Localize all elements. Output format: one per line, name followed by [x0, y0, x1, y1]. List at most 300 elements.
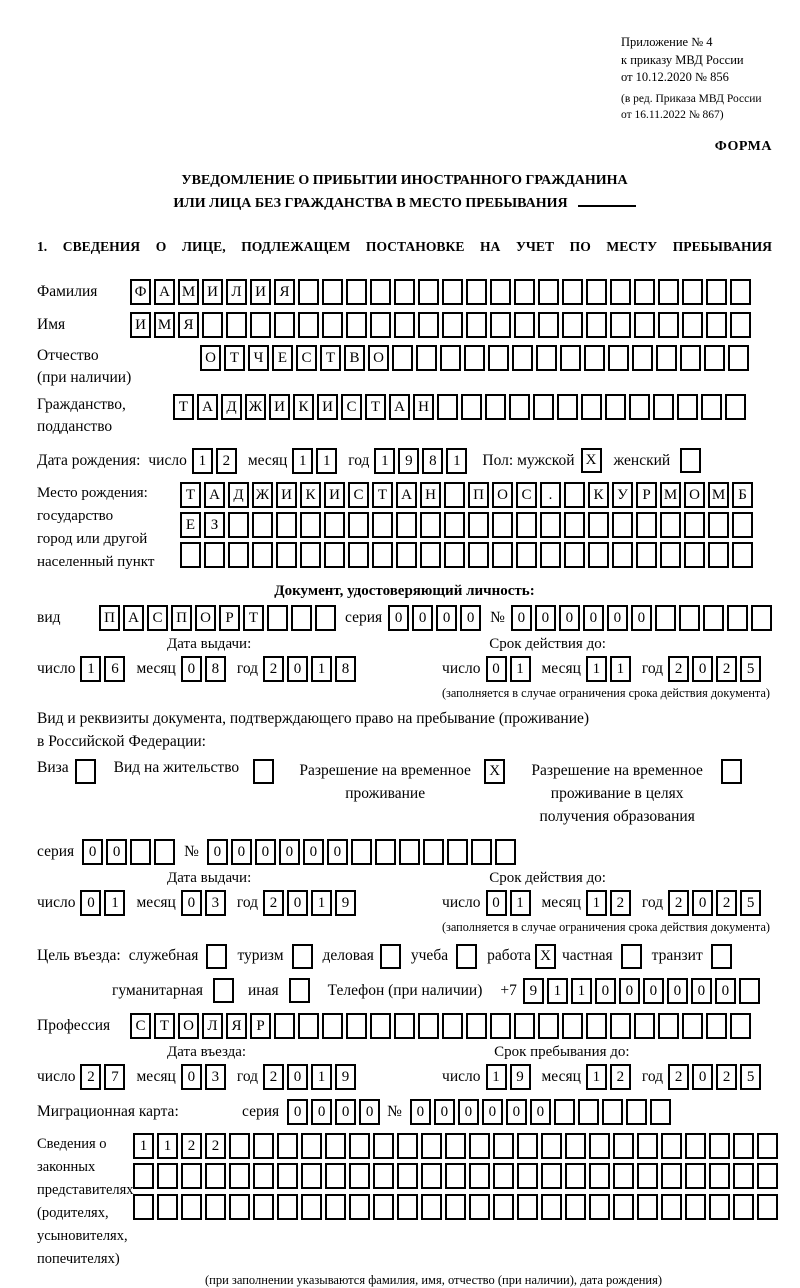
char-cell[interactable] — [685, 1163, 706, 1189]
char-cell[interactable] — [509, 394, 530, 420]
char-cell[interactable]: Р — [636, 482, 657, 508]
char-cell[interactable] — [517, 1163, 538, 1189]
char-cell[interactable] — [632, 345, 653, 371]
char-cell[interactable] — [488, 345, 509, 371]
char-cell[interactable] — [228, 542, 249, 568]
checkbox-work[interactable]: X — [535, 944, 556, 969]
char-cell[interactable]: 0 — [486, 890, 507, 916]
char-cell[interactable] — [298, 1013, 319, 1039]
char-cell[interactable]: 0 — [667, 978, 688, 1004]
char-cell[interactable] — [469, 1133, 490, 1159]
char-cell[interactable] — [322, 279, 343, 305]
char-cell[interactable]: 9 — [335, 1064, 356, 1090]
char-cell[interactable]: Е — [180, 512, 201, 538]
char-cell[interactable]: Е — [272, 345, 293, 371]
char-cell[interactable] — [733, 1133, 754, 1159]
char-cell[interactable]: Р — [250, 1013, 271, 1039]
char-cell[interactable]: Т — [372, 482, 393, 508]
char-cell[interactable] — [420, 542, 441, 568]
char-cell[interactable]: 0 — [619, 978, 640, 1004]
char-cell[interactable]: 0 — [303, 839, 324, 865]
char-cell[interactable]: С — [130, 1013, 151, 1039]
char-cell[interactable]: С — [348, 482, 369, 508]
char-cell[interactable] — [492, 542, 513, 568]
char-cell[interactable] — [613, 1194, 634, 1220]
char-cell[interactable] — [739, 978, 760, 1004]
char-cell[interactable] — [728, 345, 749, 371]
char-cell[interactable] — [444, 542, 465, 568]
char-cell[interactable] — [658, 1013, 679, 1039]
char-cell[interactable] — [757, 1194, 778, 1220]
char-cell[interactable] — [392, 345, 413, 371]
char-cell[interactable] — [298, 312, 319, 338]
char-cell[interactable]: 0 — [359, 1099, 380, 1125]
char-cell[interactable]: 0 — [410, 1099, 431, 1125]
char-cell[interactable]: Д — [228, 482, 249, 508]
char-cell[interactable]: П — [468, 482, 489, 508]
char-cell[interactable] — [636, 542, 657, 568]
char-cell[interactable] — [602, 1099, 623, 1125]
char-cell[interactable]: 0 — [692, 656, 713, 682]
char-cell[interactable] — [202, 312, 223, 338]
char-cell[interactable]: Ж — [252, 482, 273, 508]
char-cell[interactable] — [253, 1133, 274, 1159]
char-cell[interactable] — [277, 1163, 298, 1189]
char-cell[interactable] — [682, 1013, 703, 1039]
char-cell[interactable] — [589, 1194, 610, 1220]
char-cell[interactable] — [658, 312, 679, 338]
char-cell[interactable] — [684, 542, 705, 568]
char-cell[interactable] — [512, 345, 533, 371]
char-cell[interactable] — [492, 512, 513, 538]
char-cell[interactable]: 0 — [692, 890, 713, 916]
char-cell[interactable] — [540, 542, 561, 568]
char-cell[interactable]: К — [293, 394, 314, 420]
char-cell[interactable]: Б — [732, 482, 753, 508]
checkbox-private[interactable] — [621, 944, 642, 969]
char-cell[interactable]: 0 — [715, 978, 736, 1004]
char-cell[interactable] — [706, 1013, 727, 1039]
char-cell[interactable] — [130, 839, 151, 865]
char-cell[interactable] — [557, 394, 578, 420]
char-cell[interactable] — [440, 345, 461, 371]
char-cell[interactable] — [490, 312, 511, 338]
char-cell[interactable] — [277, 1133, 298, 1159]
char-cell[interactable]: 2 — [181, 1133, 202, 1159]
char-cell[interactable]: П — [171, 605, 192, 631]
char-cell[interactable] — [445, 1194, 466, 1220]
char-cell[interactable]: И — [202, 279, 223, 305]
char-cell[interactable] — [637, 1133, 658, 1159]
char-cell[interactable]: О — [492, 482, 513, 508]
char-cell[interactable]: 1 — [586, 1064, 607, 1090]
char-cell[interactable]: 0 — [279, 839, 300, 865]
char-cell[interactable]: 8 — [205, 656, 226, 682]
char-cell[interactable] — [418, 312, 439, 338]
char-cell[interactable] — [351, 839, 372, 865]
char-cell[interactable] — [394, 312, 415, 338]
char-cell[interactable] — [396, 542, 417, 568]
char-cell[interactable] — [252, 512, 273, 538]
char-cell[interactable] — [291, 605, 312, 631]
char-cell[interactable]: 7 — [104, 1064, 125, 1090]
char-cell[interactable] — [541, 1133, 562, 1159]
char-cell[interactable] — [661, 1163, 682, 1189]
char-cell[interactable] — [661, 1133, 682, 1159]
char-cell[interactable]: 1 — [157, 1133, 178, 1159]
char-cell[interactable]: Н — [420, 482, 441, 508]
char-cell[interactable] — [655, 605, 676, 631]
char-cell[interactable]: 1 — [311, 656, 332, 682]
char-cell[interactable]: И — [324, 482, 345, 508]
char-cell[interactable] — [444, 512, 465, 538]
char-cell[interactable]: 1 — [316, 448, 337, 474]
char-cell[interactable] — [466, 312, 487, 338]
char-cell[interactable] — [706, 312, 727, 338]
char-cell[interactable] — [423, 839, 444, 865]
char-cell[interactable] — [370, 1013, 391, 1039]
char-cell[interactable]: 0 — [207, 839, 228, 865]
char-cell[interactable] — [538, 1013, 559, 1039]
char-cell[interactable]: М — [660, 482, 681, 508]
char-cell[interactable] — [613, 1133, 634, 1159]
char-cell[interactable]: С — [341, 394, 362, 420]
char-cell[interactable]: 1 — [192, 448, 213, 474]
char-cell[interactable] — [157, 1194, 178, 1220]
char-cell[interactable]: 2 — [610, 1064, 631, 1090]
char-cell[interactable] — [276, 512, 297, 538]
char-cell[interactable]: 1 — [446, 448, 467, 474]
char-cell[interactable] — [301, 1163, 322, 1189]
char-cell[interactable] — [466, 1013, 487, 1039]
char-cell[interactable]: 2 — [716, 1064, 737, 1090]
char-cell[interactable] — [397, 1194, 418, 1220]
char-cell[interactable] — [533, 394, 554, 420]
char-cell[interactable]: У — [612, 482, 633, 508]
char-cell[interactable] — [469, 1163, 490, 1189]
char-cell[interactable]: В — [344, 345, 365, 371]
char-cell[interactable] — [685, 1133, 706, 1159]
char-cell[interactable] — [610, 279, 631, 305]
char-cell[interactable] — [565, 1163, 586, 1189]
char-cell[interactable] — [421, 1133, 442, 1159]
char-cell[interactable]: 0 — [434, 1099, 455, 1125]
char-cell[interactable] — [133, 1194, 154, 1220]
char-cell[interactable]: 2 — [668, 1064, 689, 1090]
char-cell[interactable]: 0 — [287, 1099, 308, 1125]
char-cell[interactable]: 0 — [80, 890, 101, 916]
char-cell[interactable]: 2 — [80, 1064, 101, 1090]
char-cell[interactable]: 0 — [181, 656, 202, 682]
char-cell[interactable] — [397, 1133, 418, 1159]
char-cell[interactable]: 2 — [668, 656, 689, 682]
char-cell[interactable]: 1 — [510, 656, 531, 682]
char-cell[interactable]: 0 — [82, 839, 103, 865]
char-cell[interactable] — [442, 1013, 463, 1039]
char-cell[interactable] — [588, 542, 609, 568]
char-cell[interactable]: Ч — [248, 345, 269, 371]
char-cell[interactable] — [325, 1133, 346, 1159]
char-cell[interactable] — [447, 839, 468, 865]
char-cell[interactable] — [445, 1133, 466, 1159]
char-cell[interactable] — [565, 1194, 586, 1220]
char-cell[interactable] — [660, 542, 681, 568]
char-cell[interactable]: 0 — [595, 978, 616, 1004]
char-cell[interactable] — [565, 1133, 586, 1159]
char-cell[interactable] — [562, 1013, 583, 1039]
char-cell[interactable] — [418, 1013, 439, 1039]
char-cell[interactable] — [733, 1163, 754, 1189]
char-cell[interactable]: О — [368, 345, 389, 371]
char-cell[interactable] — [301, 1194, 322, 1220]
char-cell[interactable] — [466, 279, 487, 305]
checkbox-other[interactable] — [289, 978, 310, 1003]
char-cell[interactable] — [274, 312, 295, 338]
char-cell[interactable]: А — [396, 482, 417, 508]
char-cell[interactable] — [325, 1194, 346, 1220]
char-cell[interactable] — [637, 1194, 658, 1220]
char-cell[interactable]: 8 — [422, 448, 443, 474]
char-cell[interactable] — [730, 312, 751, 338]
char-cell[interactable]: 0 — [436, 605, 457, 631]
char-cell[interactable]: О — [684, 482, 705, 508]
char-cell[interactable] — [610, 1013, 631, 1039]
char-cell[interactable]: И — [250, 279, 271, 305]
char-cell[interactable] — [373, 1194, 394, 1220]
char-cell[interactable] — [469, 1194, 490, 1220]
char-cell[interactable]: 9 — [398, 448, 419, 474]
char-cell[interactable] — [348, 512, 369, 538]
checkbox-male[interactable]: X — [581, 448, 602, 473]
char-cell[interactable] — [562, 312, 583, 338]
char-cell[interactable] — [133, 1163, 154, 1189]
char-cell[interactable] — [267, 605, 288, 631]
char-cell[interactable]: 0 — [335, 1099, 356, 1125]
char-cell[interactable] — [277, 1194, 298, 1220]
char-cell[interactable]: 0 — [535, 605, 556, 631]
char-cell[interactable] — [495, 839, 516, 865]
char-cell[interactable] — [660, 512, 681, 538]
char-cell[interactable]: Т — [180, 482, 201, 508]
char-cell[interactable] — [588, 512, 609, 538]
char-cell[interactable] — [485, 394, 506, 420]
char-cell[interactable] — [554, 1099, 575, 1125]
char-cell[interactable]: 1 — [510, 890, 531, 916]
char-cell[interactable]: 1 — [547, 978, 568, 1004]
char-cell[interactable] — [348, 542, 369, 568]
char-cell[interactable]: Т — [243, 605, 264, 631]
char-cell[interactable]: 0 — [643, 978, 664, 1004]
char-cell[interactable]: 1 — [104, 890, 125, 916]
char-cell[interactable]: Ф — [130, 279, 151, 305]
char-cell[interactable]: О — [200, 345, 221, 371]
char-cell[interactable]: З — [204, 512, 225, 538]
char-cell[interactable] — [562, 279, 583, 305]
char-cell[interactable]: 0 — [412, 605, 433, 631]
char-cell[interactable] — [589, 1163, 610, 1189]
char-cell[interactable] — [684, 512, 705, 538]
char-cell[interactable] — [661, 1194, 682, 1220]
char-cell[interactable] — [442, 279, 463, 305]
char-cell[interactable] — [610, 312, 631, 338]
char-cell[interactable]: А — [154, 279, 175, 305]
char-cell[interactable]: Т — [320, 345, 341, 371]
checkbox-official[interactable] — [206, 944, 227, 969]
char-cell[interactable]: 2 — [263, 656, 284, 682]
checkbox-business[interactable] — [380, 944, 401, 969]
char-cell[interactable] — [375, 839, 396, 865]
char-cell[interactable] — [653, 394, 674, 420]
char-cell[interactable]: 1 — [571, 978, 592, 1004]
char-cell[interactable] — [725, 394, 746, 420]
char-cell[interactable] — [181, 1194, 202, 1220]
char-cell[interactable] — [399, 839, 420, 865]
char-cell[interactable] — [514, 279, 535, 305]
char-cell[interactable] — [637, 1163, 658, 1189]
char-cell[interactable]: 0 — [486, 656, 507, 682]
char-cell[interactable] — [324, 542, 345, 568]
char-cell[interactable]: С — [147, 605, 168, 631]
char-cell[interactable] — [229, 1194, 250, 1220]
char-cell[interactable] — [370, 279, 391, 305]
char-cell[interactable] — [584, 345, 605, 371]
char-cell[interactable] — [204, 542, 225, 568]
char-cell[interactable]: 0 — [458, 1099, 479, 1125]
char-cell[interactable]: Л — [226, 279, 247, 305]
char-cell[interactable] — [228, 512, 249, 538]
char-cell[interactable] — [733, 1194, 754, 1220]
char-cell[interactable]: 1 — [586, 890, 607, 916]
char-cell[interactable]: 2 — [610, 890, 631, 916]
char-cell[interactable]: Р — [219, 605, 240, 631]
char-cell[interactable] — [373, 1133, 394, 1159]
char-cell[interactable] — [564, 542, 585, 568]
char-cell[interactable] — [706, 279, 727, 305]
char-cell[interactable]: А — [389, 394, 410, 420]
char-cell[interactable]: 1 — [80, 656, 101, 682]
char-cell[interactable] — [538, 312, 559, 338]
char-cell[interactable] — [322, 312, 343, 338]
char-cell[interactable]: 3 — [205, 1064, 226, 1090]
char-cell[interactable]: 1 — [610, 656, 631, 682]
char-cell[interactable]: 1 — [311, 890, 332, 916]
char-cell[interactable] — [586, 1013, 607, 1039]
char-cell[interactable] — [634, 312, 655, 338]
char-cell[interactable]: 1 — [586, 656, 607, 682]
char-cell[interactable]: 9 — [523, 978, 544, 1004]
char-cell[interactable]: 0 — [691, 978, 712, 1004]
char-cell[interactable] — [605, 394, 626, 420]
checkbox-visa[interactable] — [75, 759, 96, 784]
char-cell[interactable] — [564, 482, 585, 508]
char-cell[interactable] — [493, 1133, 514, 1159]
char-cell[interactable] — [461, 394, 482, 420]
char-cell[interactable] — [229, 1163, 250, 1189]
char-cell[interactable] — [679, 605, 700, 631]
char-cell[interactable] — [538, 279, 559, 305]
char-cell[interactable]: 9 — [510, 1064, 531, 1090]
char-cell[interactable] — [730, 279, 751, 305]
char-cell[interactable] — [394, 1013, 415, 1039]
char-cell[interactable] — [613, 1163, 634, 1189]
char-cell[interactable] — [325, 1163, 346, 1189]
char-cell[interactable] — [709, 1194, 730, 1220]
char-cell[interactable] — [704, 345, 725, 371]
char-cell[interactable] — [349, 1133, 370, 1159]
char-cell[interactable] — [658, 279, 679, 305]
char-cell[interactable] — [516, 512, 537, 538]
char-cell[interactable]: Я — [226, 1013, 247, 1039]
char-cell[interactable] — [732, 542, 753, 568]
char-cell[interactable]: М — [154, 312, 175, 338]
char-cell[interactable]: 0 — [231, 839, 252, 865]
char-cell[interactable]: 0 — [506, 1099, 527, 1125]
char-cell[interactable]: И — [130, 312, 151, 338]
char-cell[interactable] — [608, 345, 629, 371]
char-cell[interactable] — [300, 512, 321, 538]
char-cell[interactable] — [315, 605, 336, 631]
char-cell[interactable]: 0 — [287, 656, 308, 682]
char-cell[interactable]: К — [588, 482, 609, 508]
char-cell[interactable]: И — [276, 482, 297, 508]
char-cell[interactable]: 2 — [716, 890, 737, 916]
char-cell[interactable] — [493, 1194, 514, 1220]
char-cell[interactable] — [685, 1194, 706, 1220]
char-cell[interactable] — [276, 542, 297, 568]
char-cell[interactable] — [468, 542, 489, 568]
checkbox-transit[interactable] — [711, 944, 732, 969]
char-cell[interactable]: 0 — [255, 839, 276, 865]
char-cell[interactable] — [517, 1194, 538, 1220]
char-cell[interactable]: 2 — [216, 448, 237, 474]
char-cell[interactable] — [540, 512, 561, 538]
checkbox-residence-permit[interactable] — [253, 759, 274, 784]
char-cell[interactable]: Д — [221, 394, 242, 420]
char-cell[interactable] — [181, 1163, 202, 1189]
char-cell[interactable] — [727, 605, 748, 631]
char-cell[interactable] — [252, 542, 273, 568]
char-cell[interactable] — [298, 279, 319, 305]
char-cell[interactable] — [634, 1013, 655, 1039]
char-cell[interactable] — [650, 1099, 671, 1125]
char-cell[interactable] — [612, 542, 633, 568]
char-cell[interactable] — [253, 1163, 274, 1189]
char-cell[interactable]: 0 — [181, 890, 202, 916]
char-cell[interactable] — [250, 312, 271, 338]
char-cell[interactable] — [514, 1013, 535, 1039]
char-cell[interactable]: 6 — [104, 656, 125, 682]
char-cell[interactable] — [445, 1163, 466, 1189]
char-cell[interactable] — [346, 1013, 367, 1039]
char-cell[interactable]: Ж — [245, 394, 266, 420]
char-cell[interactable] — [372, 542, 393, 568]
char-cell[interactable]: И — [317, 394, 338, 420]
char-cell[interactable] — [682, 312, 703, 338]
char-cell[interactable]: 0 — [607, 605, 628, 631]
char-cell[interactable] — [757, 1163, 778, 1189]
char-cell[interactable]: 8 — [335, 656, 356, 682]
char-cell[interactable] — [589, 1133, 610, 1159]
char-cell[interactable]: 0 — [530, 1099, 551, 1125]
char-cell[interactable] — [205, 1194, 226, 1220]
char-cell[interactable]: 0 — [460, 605, 481, 631]
char-cell[interactable]: 3 — [205, 890, 226, 916]
char-cell[interactable]: А — [197, 394, 218, 420]
char-cell[interactable] — [421, 1163, 442, 1189]
char-cell[interactable]: 9 — [335, 890, 356, 916]
char-cell[interactable]: 5 — [740, 656, 761, 682]
char-cell[interactable]: А — [123, 605, 144, 631]
